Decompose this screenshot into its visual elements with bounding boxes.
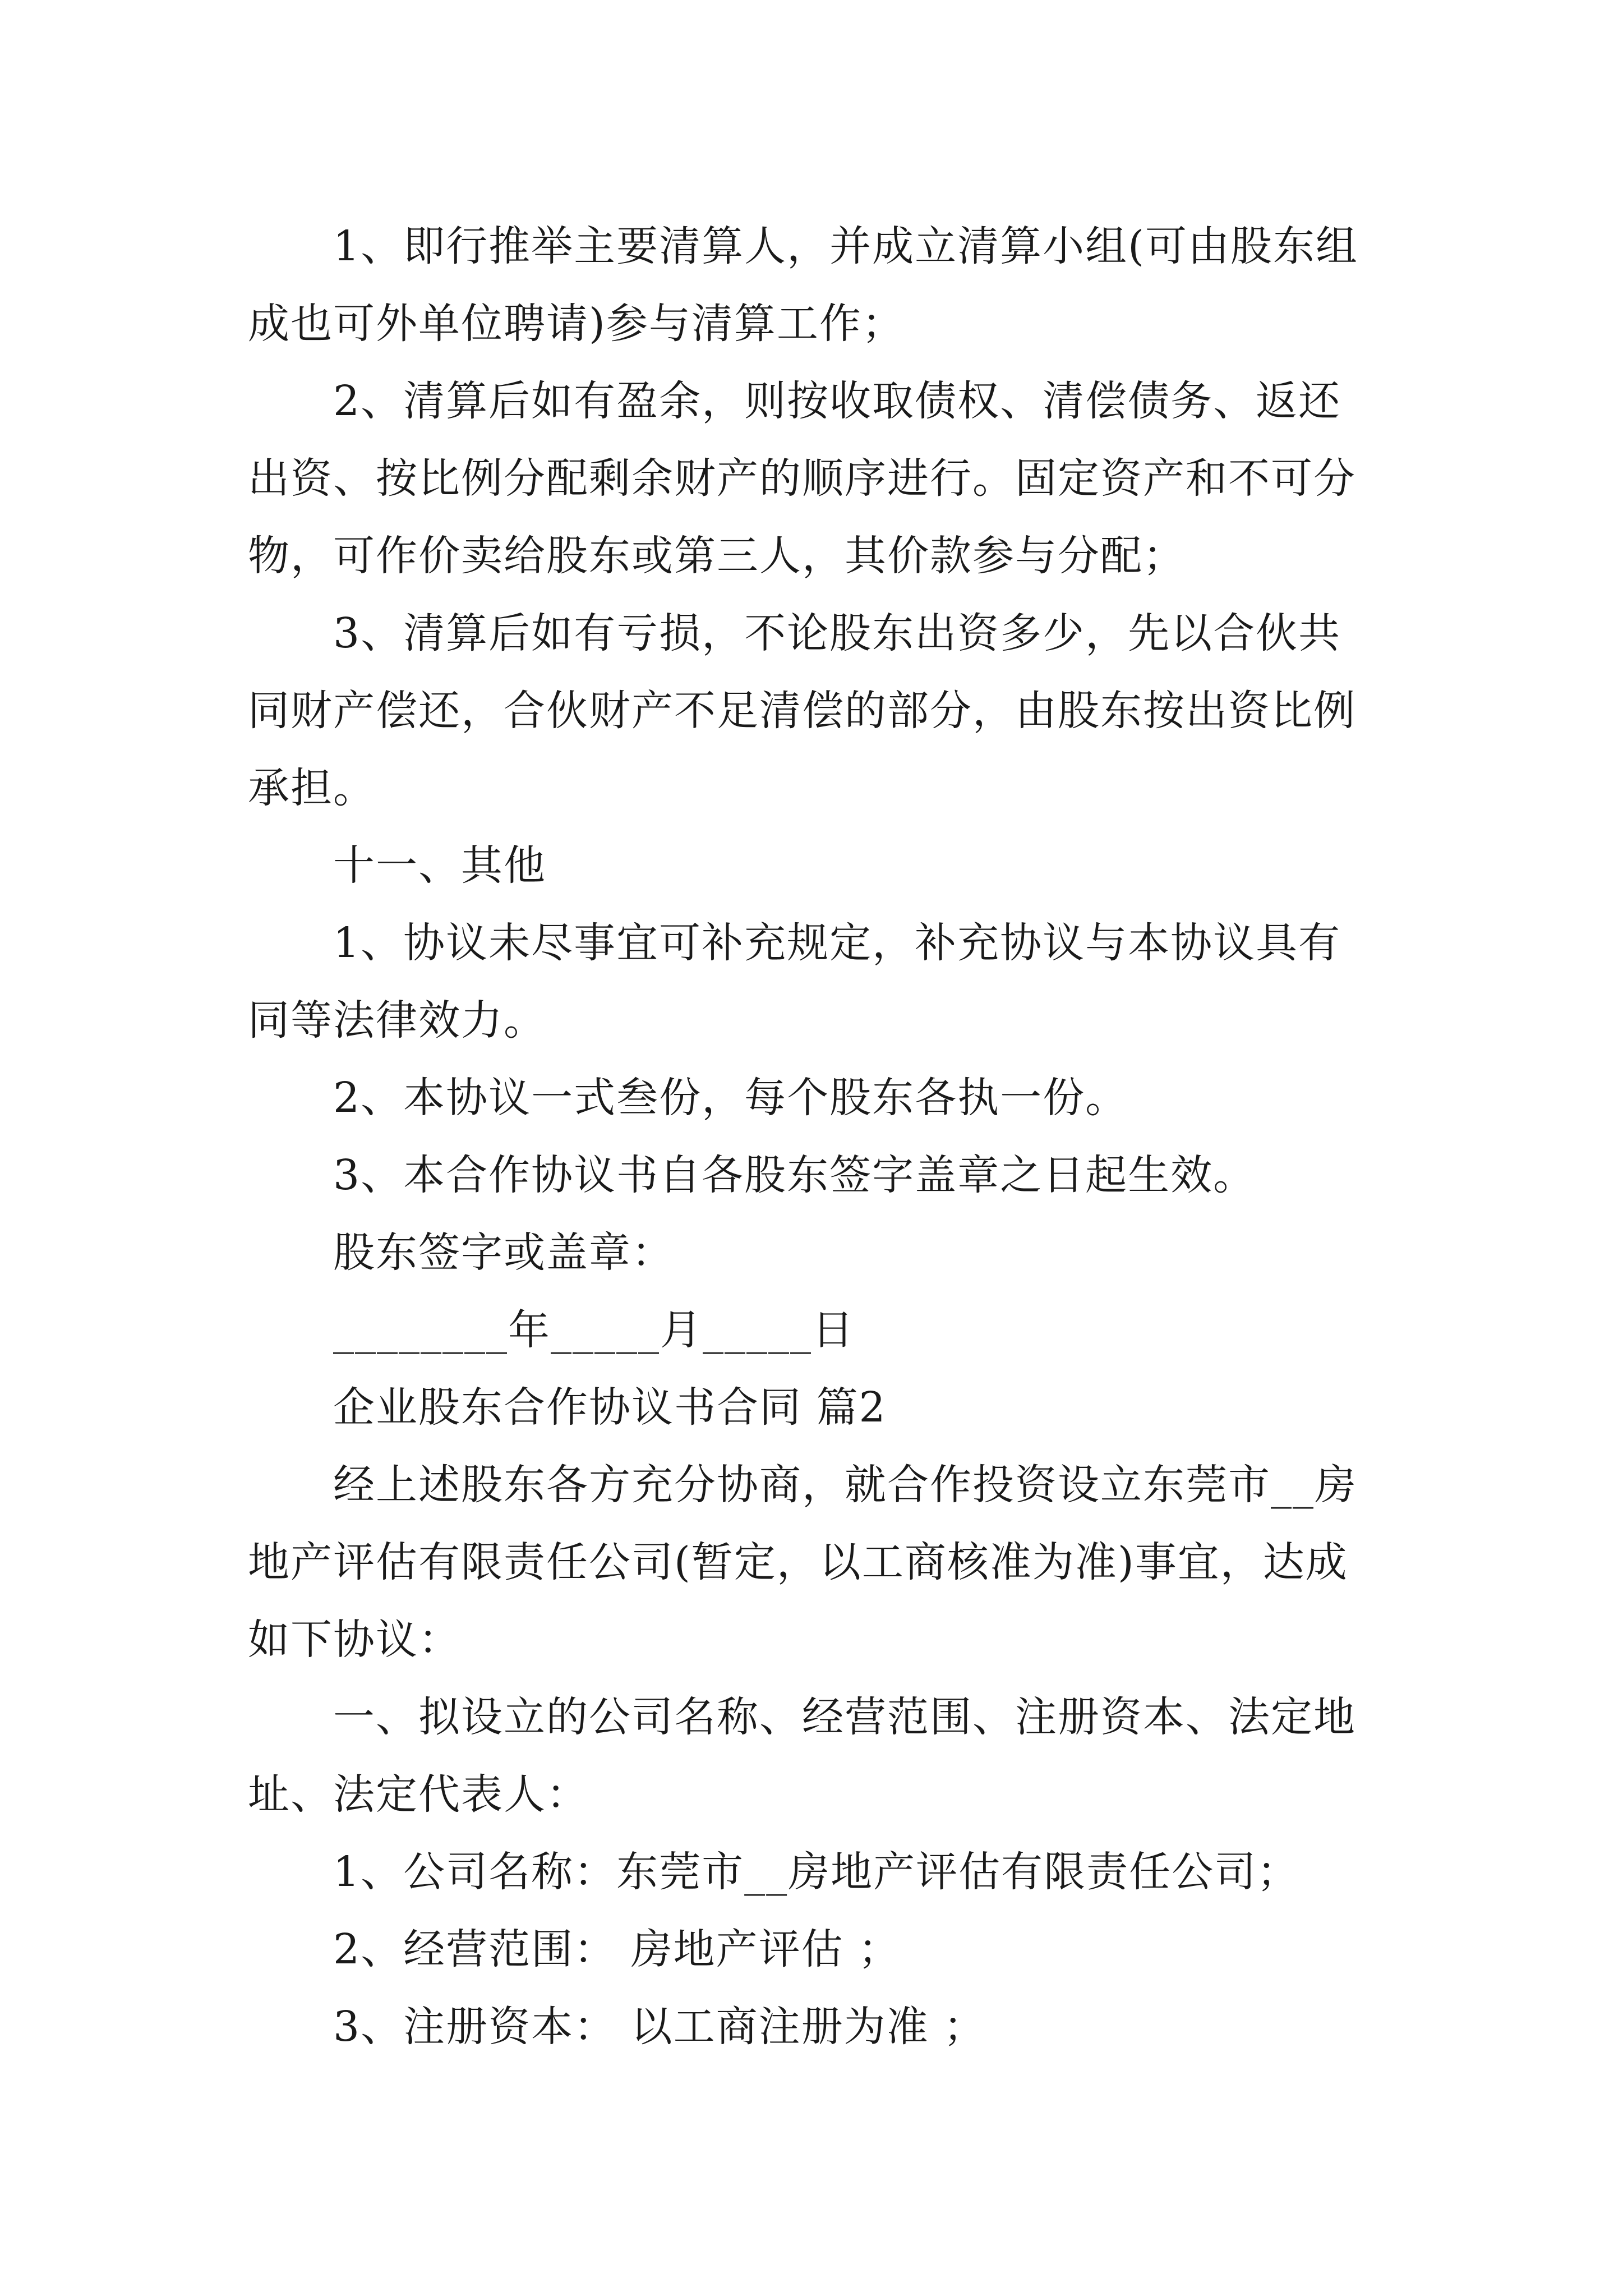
text-line: 3、清算后如有亏损，不论股东出资多少，先以合伙共 [333,609,1341,657]
date-line: ________年_____月_____日 [333,1306,855,1354]
text-line: 1、公司名称：东莞市__房地产评估有限责任公司； [333,1848,1300,1896]
document-body [248,208,1392,2065]
text-line: 一、拟设立的公司名称、经营范围、注册资本、法定地 [333,1693,1356,1741]
signature-label: 股东签字或盖章： [333,1228,674,1277]
section-heading: 十一、其他 [333,841,546,890]
text-line: 址、法定代表人： [248,1770,589,1819]
text-line: 1、协议未尽事宜可补充规定，补充协议与本协议具有 [333,919,1341,967]
section-title: 企业股东合作协议书合同 篇2 [333,1383,887,1432]
text-line: 地产评估有限责任公司(暂定，以工商核准为准)事宜，达成 [248,1538,1348,1586]
text-line: 物，可作价卖给股东或第三人，其价款参与分配； [248,532,1186,580]
text-line: 2、经营范围： 房地产评估 ； [333,1925,901,1973]
text-line: 同财产偿还，合伙财产不足清偿的部分，由股东按出资比例 [248,687,1356,735]
text-line: 出资、按比例分配剩余财产的顺序进行。固定资产和不可分 [248,454,1356,503]
text-line: 2、本协议一式叁份，每个股东各执一份。 [333,1074,1128,1122]
text-line: 1、即行推举主要清算人，并成立清算小组(可由股东组 [333,222,1358,270]
text-line: 3、注册资本： 以工商注册为准 ； [333,2003,986,2051]
text-line: 如下协议： [248,1616,461,1664]
text-line: 3、本合作协议书自各股东签字盖章之日起生效。 [333,1151,1256,1199]
text-line: 经上述股东各方充分协商，就合作投资设立东莞市__房 [333,1461,1357,1509]
text-line: 承担。 [248,764,376,812]
text-line: 2、清算后如有盈余，则按收取债权、清偿债务、返还 [333,377,1341,425]
text-line: 同等法律效力。 [248,996,546,1045]
text-line: 成也可外单位聘请)参与清算工作； [248,300,905,348]
